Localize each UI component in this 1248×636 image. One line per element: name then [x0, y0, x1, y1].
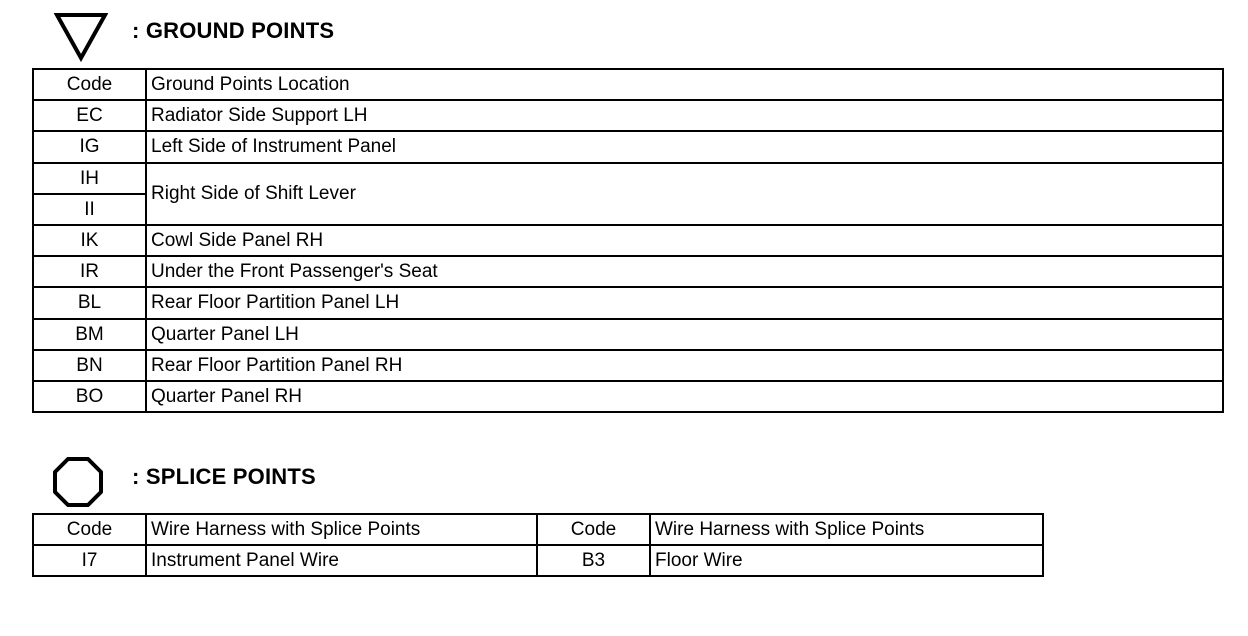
- ground-code: IR: [33, 256, 146, 287]
- table-row: [33, 319, 1223, 350]
- ground-location: Rear Floor Partition Panel LH: [146, 287, 1223, 318]
- ground-location: Quarter Panel RH: [146, 381, 1223, 412]
- column-header-code: Code: [33, 514, 146, 545]
- splice-octagon-icon: [52, 456, 104, 508]
- splice-wire-harness: Instrument Panel Wire: [146, 545, 537, 576]
- table-row: [33, 163, 1223, 194]
- ground-code: IG: [33, 131, 146, 162]
- splice-points-header: [132, 464, 316, 490]
- ground-code: BM: [33, 319, 146, 350]
- splice-points-table: [32, 513, 1044, 577]
- ground-code: EC: [33, 100, 146, 131]
- ground-location: Radiator Side Support LH: [146, 100, 1223, 131]
- table-row: [33, 350, 1223, 381]
- splice-code: B3: [537, 545, 650, 576]
- ground-code: II: [33, 194, 146, 225]
- ground-points-table: [32, 68, 1224, 413]
- column-header-wire-harness: Wire Harness with Splice Points: [650, 514, 1043, 545]
- ground-location: Under the Front Passenger's Seat: [146, 256, 1223, 287]
- column-header-code: Code: [537, 514, 650, 545]
- ground-code: IH: [33, 163, 146, 194]
- table-row: [33, 225, 1223, 256]
- table-row: [33, 131, 1223, 162]
- column-header-wire-harness: Wire Harness with Splice Points: [146, 514, 537, 545]
- ground-location: Cowl Side Panel RH: [146, 225, 1223, 256]
- ground-location: Left Side of Instrument Panel: [146, 131, 1223, 162]
- splice-wire-harness: Floor Wire: [650, 545, 1043, 576]
- table-row: [33, 100, 1223, 131]
- ground-code: BL: [33, 287, 146, 318]
- column-header-location: Ground Points Location: [146, 69, 1223, 100]
- ground-code: BO: [33, 381, 146, 412]
- ground-triangle-icon: [54, 12, 108, 62]
- table-row: [33, 381, 1223, 412]
- table-row: [33, 256, 1223, 287]
- table-header-row: [33, 69, 1223, 100]
- ground-points-title: : GROUND POINTS: [132, 18, 335, 43]
- ground-points-header: [132, 18, 334, 44]
- ground-code: BN: [33, 350, 146, 381]
- splice-points-title: : SPLICE POINTS: [132, 464, 316, 489]
- ground-location: Rear Floor Partition Panel RH: [146, 350, 1223, 381]
- ground-location: Quarter Panel LH: [146, 319, 1223, 350]
- splice-code: I7: [33, 545, 146, 576]
- table-row: [33, 545, 1043, 576]
- table-header-row: [33, 514, 1043, 545]
- ground-location: Right Side of Shift Lever: [146, 163, 1223, 225]
- column-header-code: Code: [33, 69, 146, 100]
- table-row: [33, 287, 1223, 318]
- ground-code: IK: [33, 225, 146, 256]
